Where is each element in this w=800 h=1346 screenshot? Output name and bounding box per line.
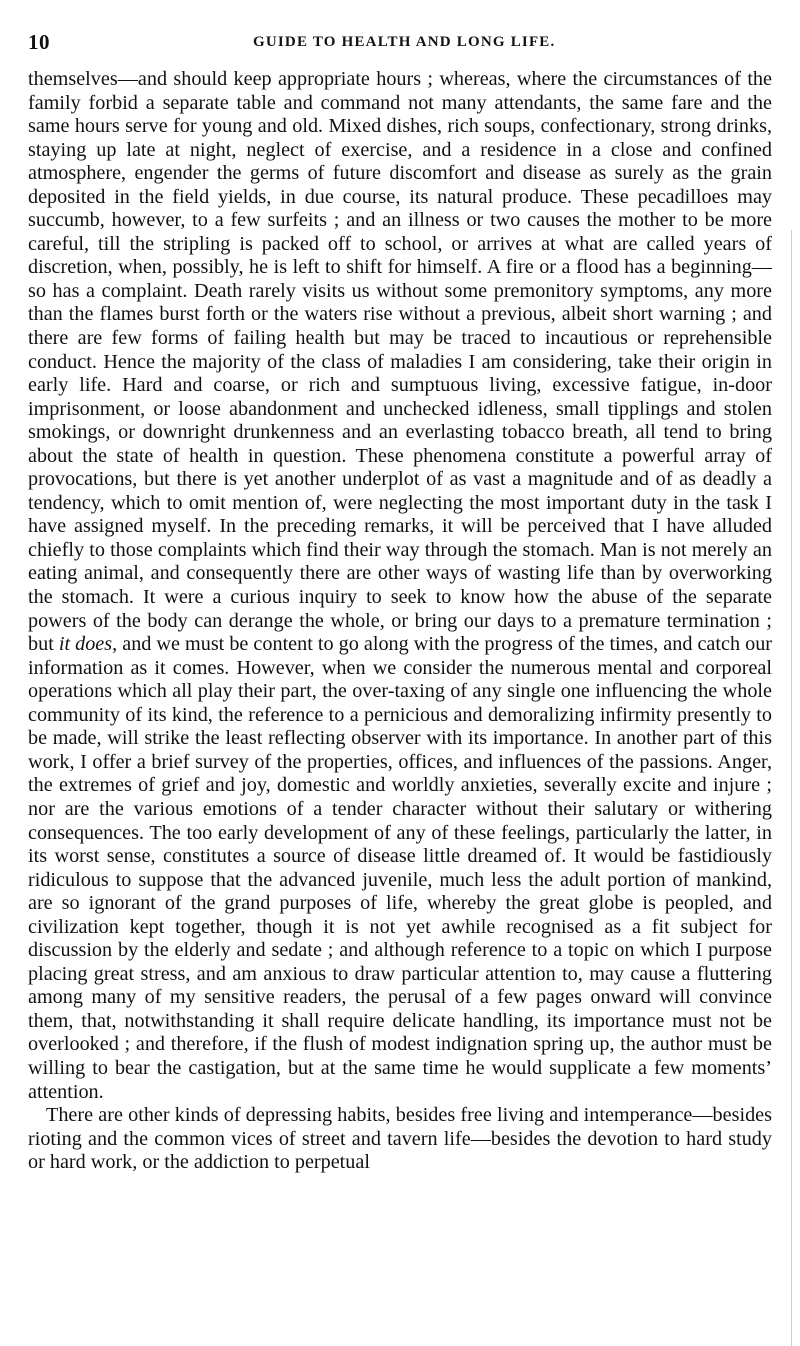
- page-header: [28, 30, 580, 54]
- paragraph: [28, 1104, 772, 1175]
- page-number: 10: [28, 30, 50, 54]
- paragraph: [28, 68, 772, 1104]
- page-edge-divider: [791, 230, 792, 1346]
- running-head: GUIDE TO HEALTH AND LONG LIFE.: [253, 34, 556, 50]
- emphasis-text: it does,: [58, 633, 118, 656]
- paragraph-text: themselves—and should keep appropriate hours ; whereas, where the circumstances of the family forbid a separate table and command not many attendants, the same fare and the same hours serve for young and old. Mixed dishes, rich soups, confectionary, strong drinks, staying up late at night, neglect of exercise, and a residence in a close and confined atmosphere, engender the germs of future discomfort and disease as surely as the grain deposited in the field yields, in due course, its natural produce. These pecadilloes may succumb, however, to a few surfeits ; and an illness or two causes the mother to be more careful, till the stripling is packed off to school, or arrives at what are called years of discretion, when, possibly, he is left to shift for himself. A fire or a flood has a beginning—so has a complaint. Death rarely visits us without some premonitory symptoms, any more than the flames burst forth or the waters rise without a previous, albeit short warning ; and there are few forms of failing health but may be traced to incautious or reprehensible conduct. Hence the majority of the class of maladies I am considering, take their origin in early life. Hard and coarse, or rich and sumptuous living, excessive fatigue, in-door imprisonment, or loose abandonment and unchecked idleness, small tipplings and stolen smokings, or downright drunkenness and an everlasting tobacco breath, all tend to bring about the state of health in question. These phenomena constitute a powerful array of provocations, but there is yet another underplot of as vast a magnitude and of as deadly a tendency, which to omit mention of, were neglecting the most important duty in the task I have assigned myself. In the preceding remarks, it will be perceived that I have alluded chiefly to those complaints which find their way through the stomach. Man is not merely an eating animal, and consequently there are other ways of wasting life than by overworking the stomach. It were a curious inquiry to seek to know how the abuse of the separate powers of the body can derange the whole, or bring our days to a premature termination ; but: [28, 68, 772, 656]
- paragraph-text: There are other kinds of depressing habits, besides free living and intemperance—besides rioting and the common vices of street and tavern life—besides the devotion to hard study or hard work, or the addiction to perpetual: [28, 1104, 772, 1174]
- body-text: [28, 68, 772, 1175]
- paragraph-text: and we must be content to go along with the progress of the times, and catch our information as it comes. However, when we consider the numerous mental and corporeal operations which all play their part, the over-taxing of any single one influencing the whole community of its kind, the reference to a pernicious and demoralizing infirmity presently to be made, will strike the least reflecting observer with its importance. In another part of this work, I offer a brief survey of the properties, offices, and influences of the passions. Anger, the extremes of grief and joy, domestic and worldly anxieties, severally excite and injure ; nor are the various emotions of a tender character without their salutary or withering consequences. The too early development of any of these feelings, particularly the latter, in its worst sense, constitutes a source of disease little dreamed of. It would be fastidiously ridiculous to suppose that the advanced juvenile, much less the adult portion of mankind, are so ignorant of the grand purposes of life, whereby the great globe is peopled, and civilization kept together, though it is not yet awhile recognised as a fit subject for discussion by the elderly and sedate ; and although reference to a topic on which I purpose placing great stress, and am anxious to draw particular attention to, may cause a fluttering among many of my sensitive readers, the perusal of a few pages onward will convince them, that, notwithstanding it shall require delicate handling, its importance must not be overlooked ; and therefore, if the flush of modest indignation spring up, the author must be willing to bear the castigation, but at the same time he would supplicate a few moments’ attention.: [28, 633, 773, 1103]
